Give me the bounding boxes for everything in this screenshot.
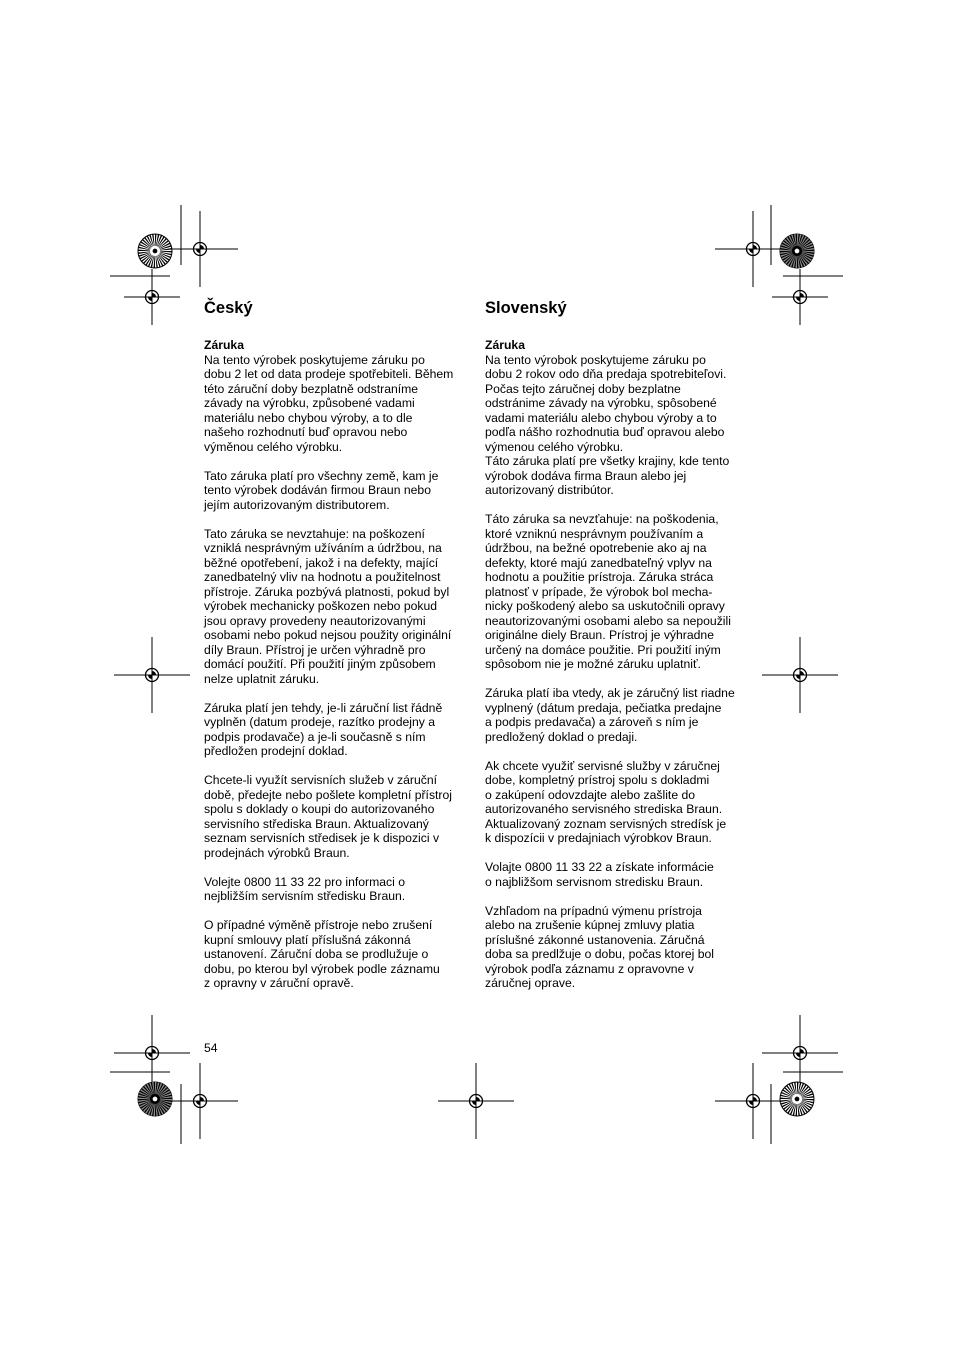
paragraph: Záruka platí jen tehdy, je-li záruční list řádně vyplněn (datum prodeje, razítko prodejny a podpis prodavače) a je-li současně s ním předložen prodejní doklad. (204, 700, 443, 758)
page-number: 54 (204, 1041, 218, 1055)
paragraph: Volajte 0800 11 33 22 a získate informácie o najbližšom servisnom stredisku Braun. (485, 860, 714, 889)
registration-crosshair-icon (762, 637, 838, 713)
paragraph: Tato záruka se nevztahuje: na poškození vzniklá nesprávným užíváním a údržbou, na běžné opotřebení, jakož i na defekty, mající zanedbatelný vliv na hodnotu a použitelnost přístroje. Záruka pozbývá platnosti, pokud byl výrobek mechanicky poškozen nebo pokud jsou opravy provedeny neautorizovanými osobami nebo pokud nejsou použity originální díly Braun. Přístroj je určen výhradně pro domácí použití. Při použití jiným způsobem nelze uplatnit záruku. (204, 526, 452, 686)
paragraph: Vzhľadom na prípadnú výmenu prístroja alebo na zrušenie kúpnej zmluvy platia príslušné zákonné ustanovenia. Záručná doba sa predlžuje o dobu, počas ktorej bol výrobok podľa záznamu z opravovne v záručnej oprave. (485, 903, 715, 990)
starburst-target-icon (780, 234, 814, 268)
registration-crosshair-icon (114, 637, 190, 713)
paragraph: Ak chcete využiť servisné služby v záručnej dobe, kompletný prístroj spolu s dokladmi o zakúpení odovzdajte alebo zašlite do autorizovaného servisného strediska Braun. Aktualizovaný zoznam servisných stredísk je k dispozícii v predajniach výrobkov Braun. (485, 758, 727, 845)
paragraph: Na tento výrobek poskytujeme záruku po dobu 2 let od data prodeje spotřebiteli. Během této záruční doby bezplatně odstraníme závady na výrobku, způsobené vadami materiálu nebo chybou výroby, a to dle našeho rozhodnutí buď opravou nebo výměnou celého výrobku. (204, 352, 454, 454)
registration-crosshair-icon (162, 1063, 238, 1139)
section-heading-czech: Český (204, 299, 253, 317)
subheading-warranty-slovak: Záruka (485, 338, 525, 352)
column-czech (204, 298, 466, 1005)
registration-crosshair-icon (114, 1015, 190, 1091)
column-slovak (485, 298, 747, 1005)
paragraph: Na tento výrobok poskytujeme záruku po dobu 2 rokov odo dňa predaja spotrebiteľovi. Počas tejto záručnej doby bezplatne odstránime závady na výrobku, spôsobené vadami materiálu alebo chybou výroby a to podľa nášho rozhodnutia buď opravou alebo výmenou celého výrobku. Táto záruka platí pre všetky krajiny, kde tento výrobok dodáva firma Braun alebo jej autorizovaný distribútor. (485, 352, 730, 497)
paragraph: O případné výměně přístroje nebo zrušení kupní smlouvy platí příslušná zákonná ustanovení. Záruční doba se prodlužuje o dobu, po kterou byl výrobek podle záznamu z opravny v záruční opravě. (204, 918, 440, 990)
registration-crosshair-icon (438, 1063, 514, 1139)
paragraph: Táto záruka sa nevzťahuje: na poškodenia, ktoré vzniknú nesprávnym používaním a údržbou, na bežné opotrebenie ako aj na defekty, ktoré majú zanedbateľný vplyv na hodnotu a použitie prístroja. Záruka stráca platnosť v prípade, že výrobok bol mecha- nicky poškodený alebo sa uskutočnili opravy neautorizovanými osobami alebo sa nepoužili originálne diely Braun. Prístroj je výhradne určený na domáce použitie. Pri použití iným spôsobom nie je možné záruku uplatniť. (485, 512, 731, 671)
section-heading-slovak: Slovenský (485, 299, 567, 317)
registration-crosshair-icon (772, 269, 828, 325)
subheading-warranty-czech: Záruka (204, 338, 244, 352)
paragraph: Volejte 0800 11 33 22 pro informaci o nejbližším servisním středisku Braun. (204, 874, 406, 903)
paragraph: Záruka platí iba vtedy, ak je záručný list riadne vyplnený (dátum predaja, pečiatka predajne a podpis predavača) a zároveň s ním je predložený doklad o predaji. (485, 686, 735, 744)
starburst-target-icon (780, 1082, 814, 1116)
registration-crosshair-icon (762, 1015, 838, 1091)
paragraph: Chcete-li využít servisních služeb v záruční době, předejte nebo pošlete kompletní přístroj spolu s doklady o koupi do autorizovaného servisního střediska Braun. Aktualizovaný seznam servisních středisek je k dispozici v prodejnách výrobků Braun. (204, 773, 452, 860)
registration-crosshair-icon (715, 211, 791, 287)
paragraph: Tato záruka platí pro všechny země, kam je tento výrobek dodáván firmou Braun nebo jejím autorizovaným distributorem. (204, 468, 439, 512)
registration-crosshair-icon (162, 211, 238, 287)
starburst-target-icon (138, 234, 172, 268)
registration-crosshair-icon (124, 269, 180, 325)
registration-crosshair-icon (715, 1063, 791, 1139)
starburst-target-icon (138, 1082, 172, 1116)
